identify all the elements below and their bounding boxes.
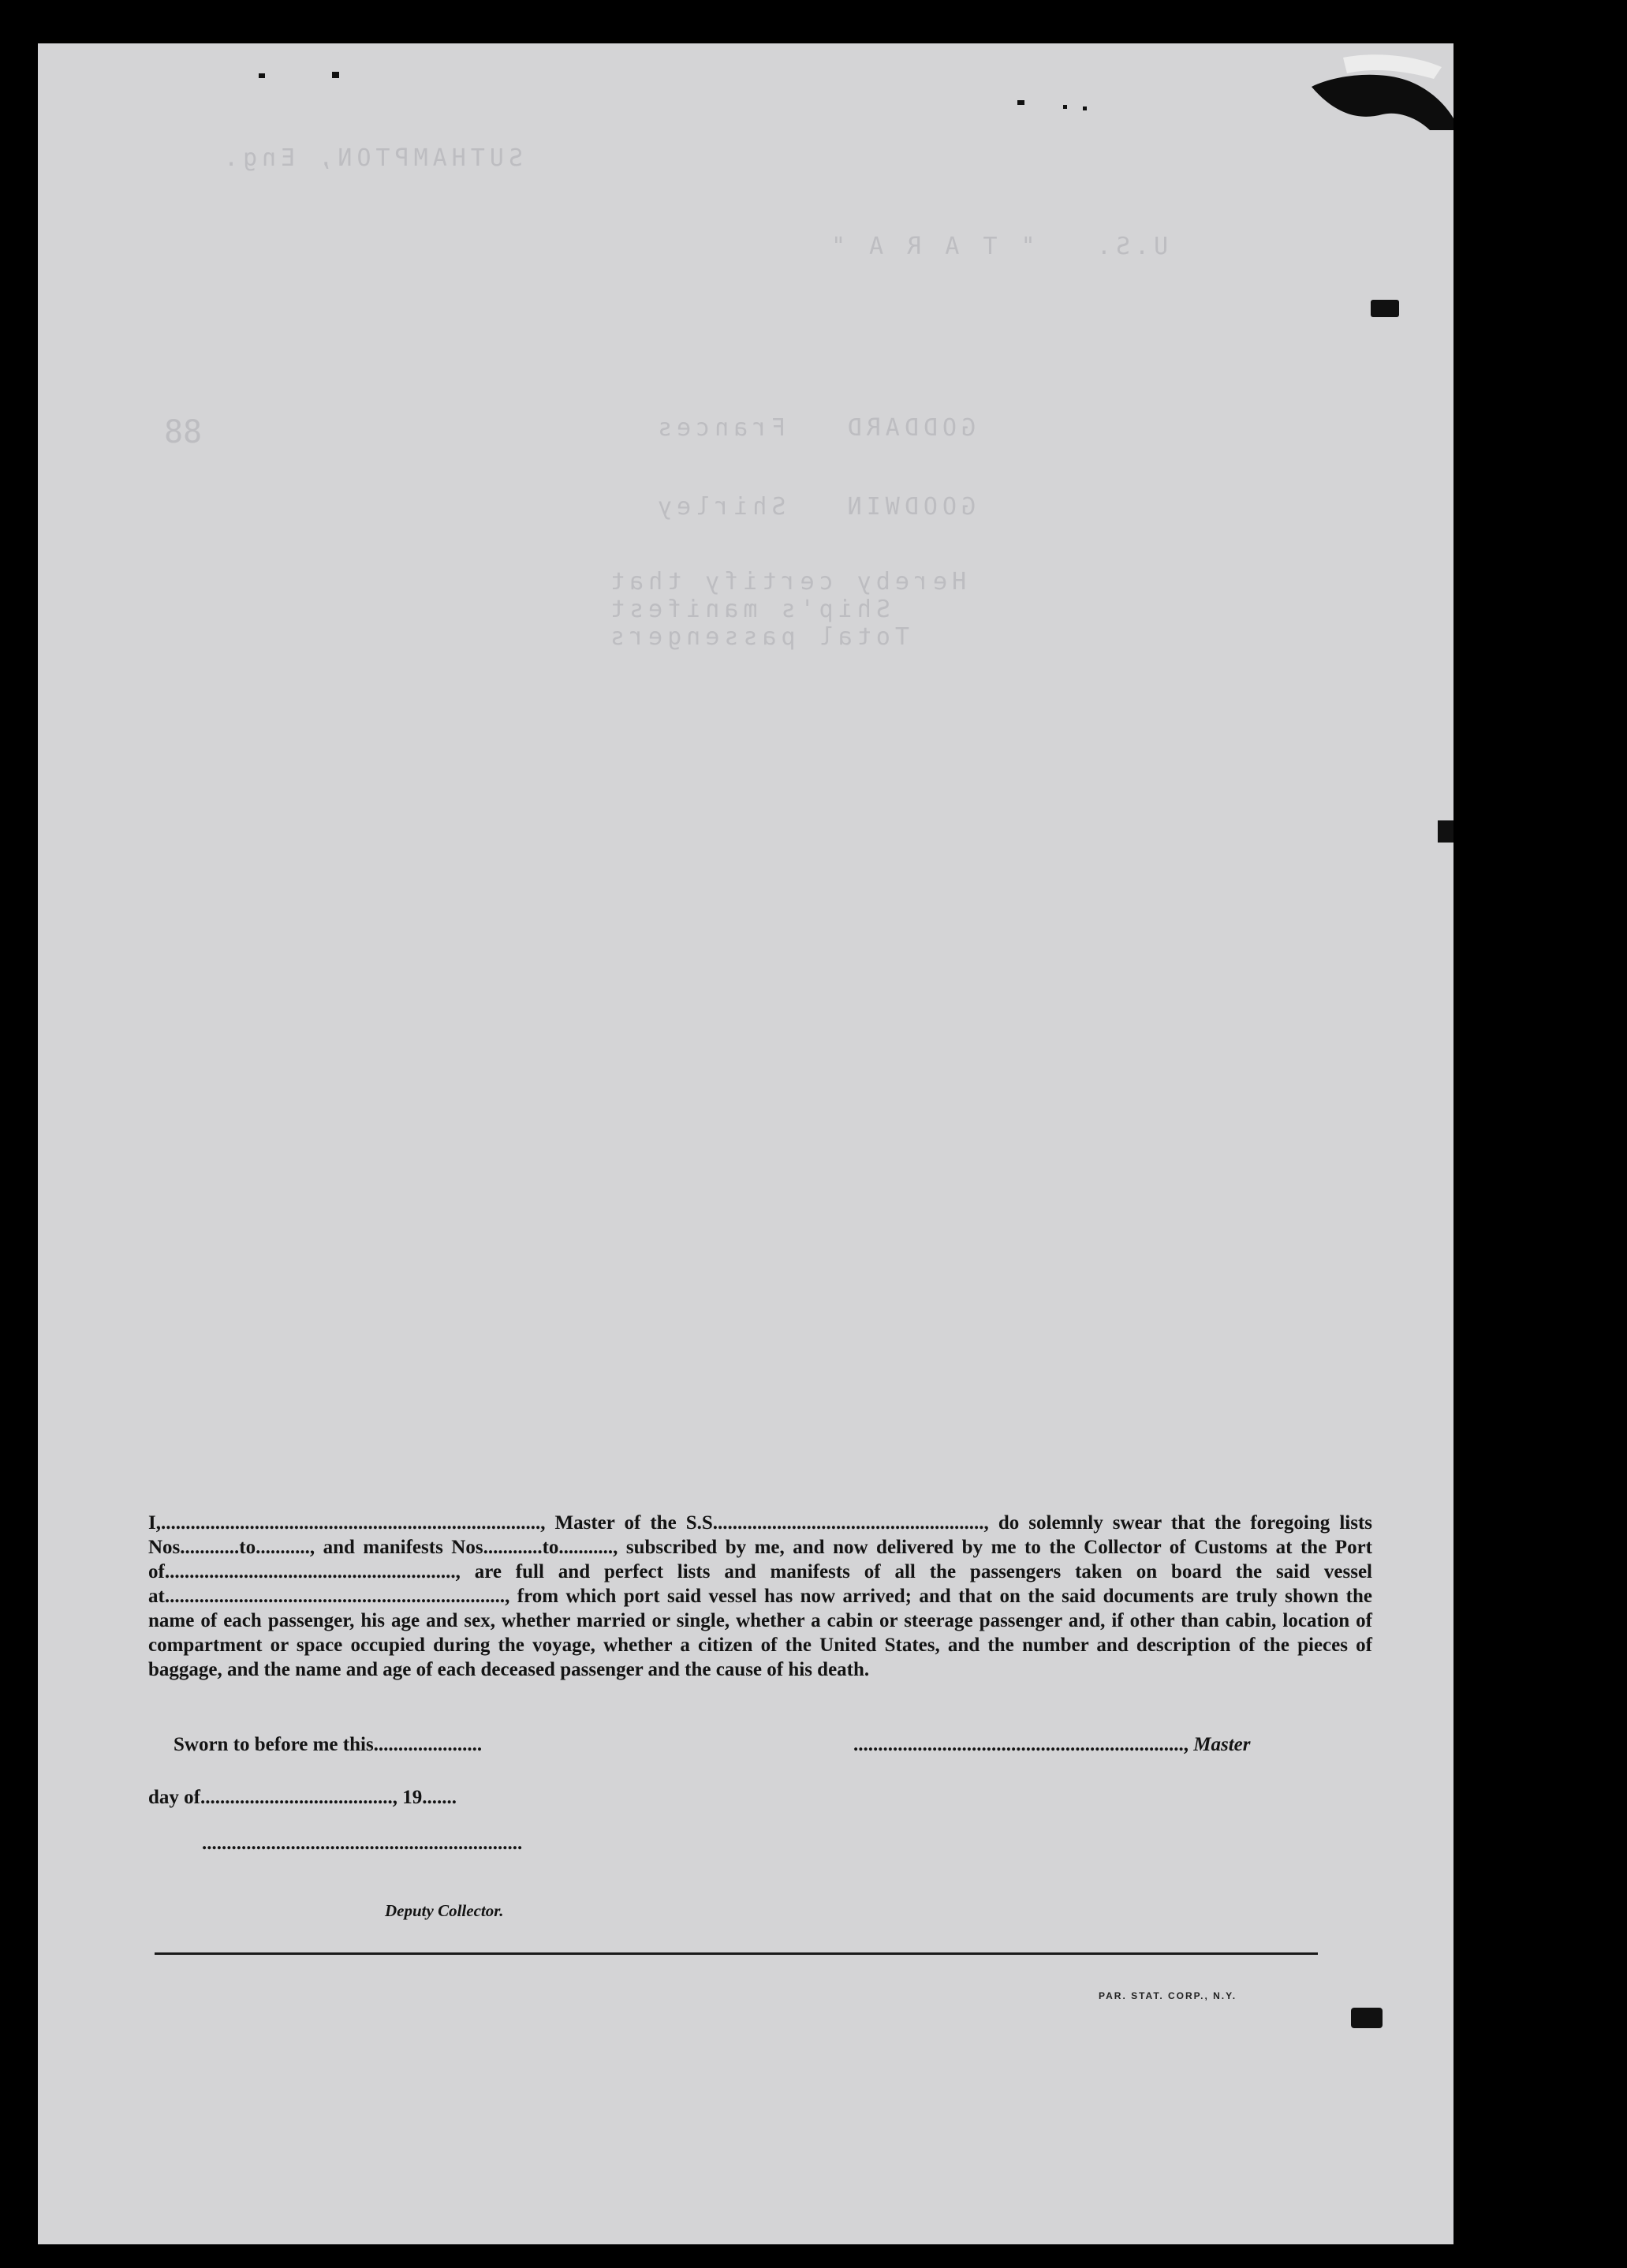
sworn-text: Sworn to before me this...................... xyxy=(174,1734,483,1755)
tape-mark xyxy=(1371,300,1399,317)
master-signature-line xyxy=(853,1734,1250,1756)
bleed-through-text: GOODWIN Shirley xyxy=(653,493,976,521)
bleed-through-text: U.S. " T A R A " xyxy=(827,233,1169,260)
bleed-through-text: SUTHAMPTON, Eng. xyxy=(219,144,846,172)
speck xyxy=(1083,106,1087,110)
master-label: Master xyxy=(1193,1734,1251,1755)
bleed-through-text: GODDARD Frances xyxy=(653,414,976,442)
bleed-through-text: Hereby certify that xyxy=(606,568,967,596)
day-of-line xyxy=(148,1787,457,1809)
speck xyxy=(259,73,265,78)
master-dots: ..................................................................., xyxy=(853,1734,1194,1755)
bottom-rule xyxy=(155,1952,1318,1955)
collector-signature-line xyxy=(202,1833,522,1855)
speck xyxy=(1063,105,1067,109)
oath-text-block xyxy=(148,1511,1372,1682)
collector-dots: ................................................................. xyxy=(202,1833,523,1854)
sworn-before-line xyxy=(174,1734,482,1756)
deputy-collector-label: Deputy Collector. xyxy=(385,1901,504,1920)
speck xyxy=(332,72,339,78)
day-of-text: day of......................................., 19....... xyxy=(148,1787,457,1808)
manifest-page xyxy=(38,43,1453,2244)
speck xyxy=(1017,100,1024,105)
oath-paragraph: I,............................................................................., Master of the S.S......................................................., do solemnly swear that the foregoing lists Nos............to..........., and manifests Nos............to..........., subscribed by me, and now delivered by me to the Collector of Customs at the Port of..........................................................., are full and perfect lists and manifests of all the passengers taken on board the said vessel at....................................................................., from which port said vessel has now arrived; and that on the said documents are truly shown the name of each passenger, his age and sex, whether married or single, whether a cabin or steerage passenger and, if other than cabin, location of compartment or space occupied during the voyage, whether a citizen of the United States, and the number and description of the pieces of baggage, and the name and age of each deceased passenger and the cause of his death. xyxy=(148,1512,1372,1680)
printer-imprint: PAR. STAT. CORP., N.Y. xyxy=(1099,1990,1237,2001)
bleed-through-text: Total passengers xyxy=(606,623,909,651)
tape-mark xyxy=(1351,2008,1383,2028)
bleed-through-text: Ship's manifest xyxy=(606,596,929,623)
tape-mark xyxy=(1438,820,1453,843)
bleed-through-number: 88 xyxy=(164,414,203,450)
torn-corner xyxy=(1264,43,1453,130)
